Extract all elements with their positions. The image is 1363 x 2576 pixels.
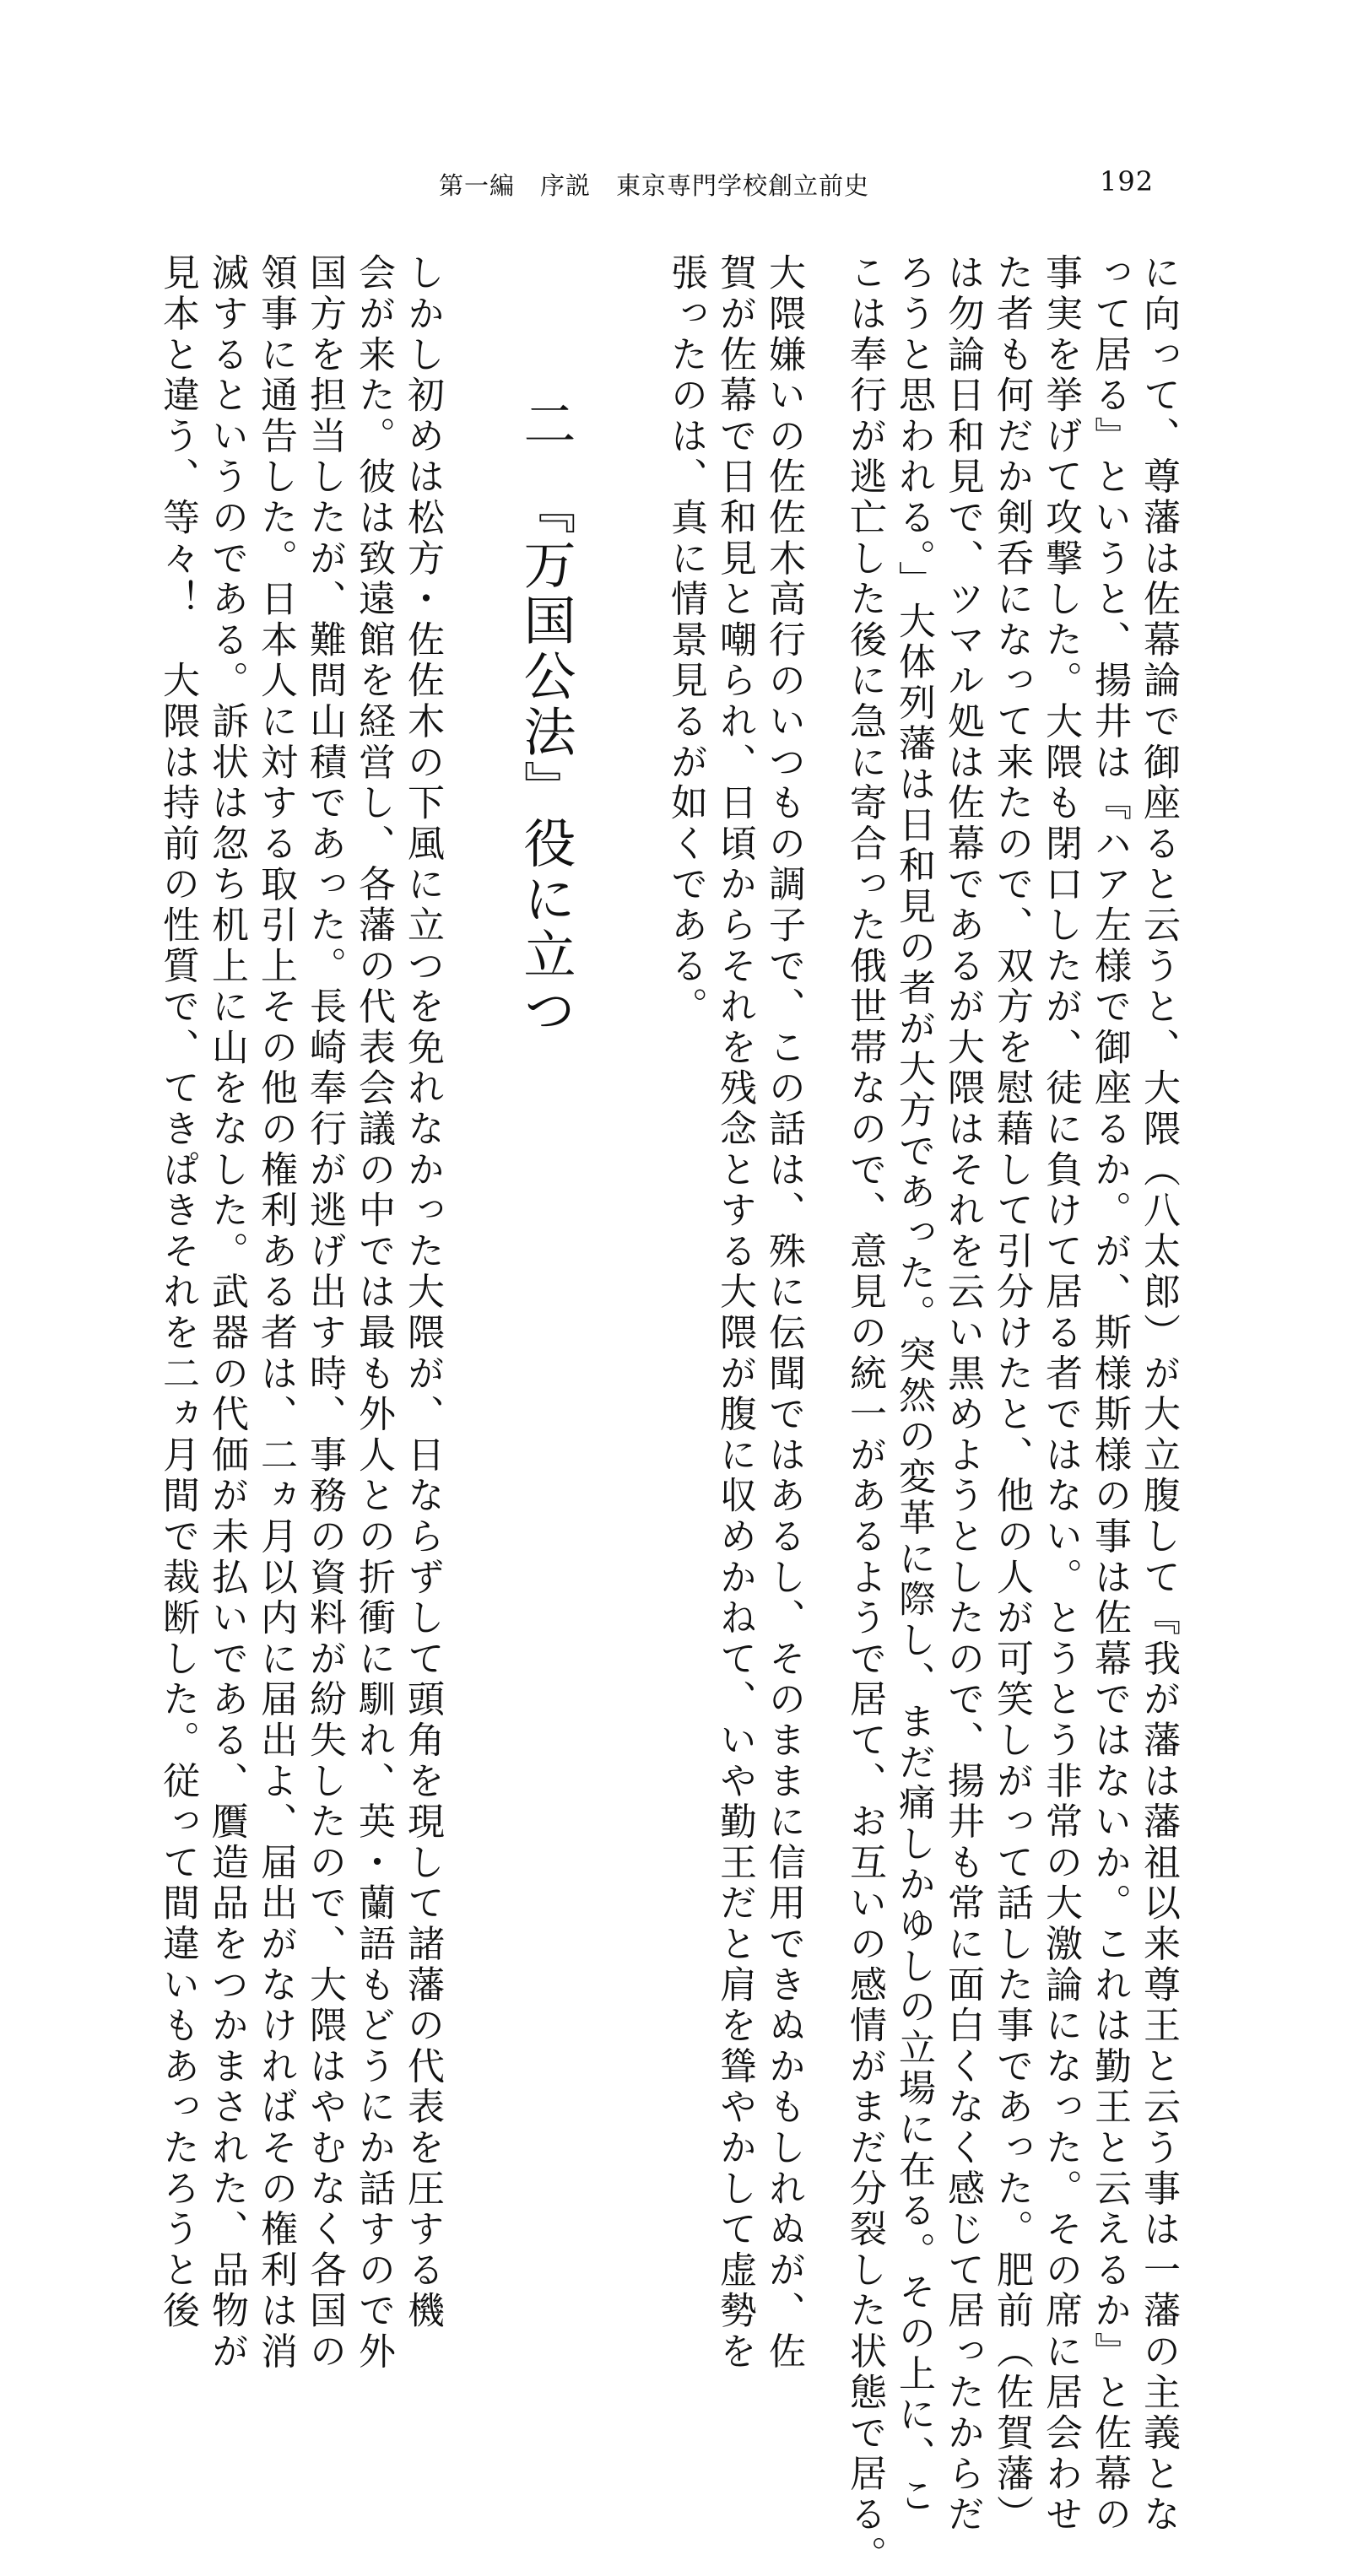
text-column: 領事に通告した。日本人に対する取引上その他の権利ある者は、二ヵ月以内に届出よ、届出がなければその権利は消	[254, 253, 297, 2373]
running-header: 第一編 序説 東京専門学校創立前史	[439, 171, 870, 200]
text-column: 事実を挙げて攻撃した。大隈も閉口したが、徒に負けて居る者ではない。とうとう非常の大激論になった。その席に居会わせ	[1039, 253, 1082, 2535]
text-column: 見本と違う、等々！ 大隈は持前の性質で、てきぱきそれを二ヵ月間で裁断した。従って間違いもあったろうと後	[156, 253, 199, 2332]
page-number: 192	[1100, 165, 1155, 197]
text-column: って居る』というと、揚井は『ハア左様で御座るか。が、斯様斯様の事は佐幕ではないか。これは勤王と云えるか』と佐幕の	[1088, 253, 1131, 2535]
text-column: た者も何だか剣呑になって来たので、双方を慰藉して引分けたと、他の人が可笑しがって話した事であった。肥前（佐賀藩）	[990, 253, 1033, 2535]
section-heading: 二 『万国公法』役に立つ	[515, 397, 576, 1039]
text-column: ろうと思われる。」大体列藩は日和見の者が大方であった。突然の変革に際し、まだ痛しかゆしの立場に在る。その上に、こ	[892, 253, 935, 2517]
text-column: 会が来た。彼は致遠館を経営し、各藩の代表会議の中では最も外人との折衝に馴れ、英・蘭語もどうにか話すので外	[352, 253, 395, 2373]
vertical-body-text	[0, 253, 1363, 2576]
text-column: 賀が佐幕で日和見と嘲られ、日頃からそれを残念とする大隈が腹に収めかねて、いや勤王だと肩を聳やかして虚勢を	[713, 253, 756, 2373]
text-column: に向って、尊藩は佐幕論で御座ると云うと、大隈（八太郎）が大立腹して『我が藩は藩祖以来尊王と云う事は一藩の主義とな	[1137, 253, 1180, 2535]
text-column: 国方を担当したが、難問山積であった。長崎奉行が逃げ出す時、事務の資料が紛失したので、大隈はやむなく各国の	[303, 253, 346, 2373]
text-column: しかし初めは松方・佐佐木の下風に立つを免れなかった大隈が、日ならずして頭角を現して諸藩の代表を圧する機	[401, 253, 444, 2332]
text-column: 滅するというのである。訴状は忽ち机上に山をなした。武器の代価が未払いである、贋造品をつかまされた、品物が	[205, 253, 248, 2373]
text-column: 張ったのは、真に情景見るが如くである。	[664, 253, 707, 1028]
text-column: は勿論日和見で、ツマル処は佐幕であるが大隈はそれを云い黒めようとしたので、揚井も常に面白くなく感じて居ったからだ	[941, 253, 984, 2535]
text-column: 大隈嫌いの佐佐木高行のいつもの調子で、この話は、殊に伝聞ではあるし、そのままに信用できぬかもしれぬが、佐	[762, 253, 805, 2373]
text-column: こは奉行が逃亡した後に急に寄合った俄世帯なので、意見の統一があるようで居て、お互いの感情がまだ分裂した状態で居る。	[843, 253, 886, 2576]
